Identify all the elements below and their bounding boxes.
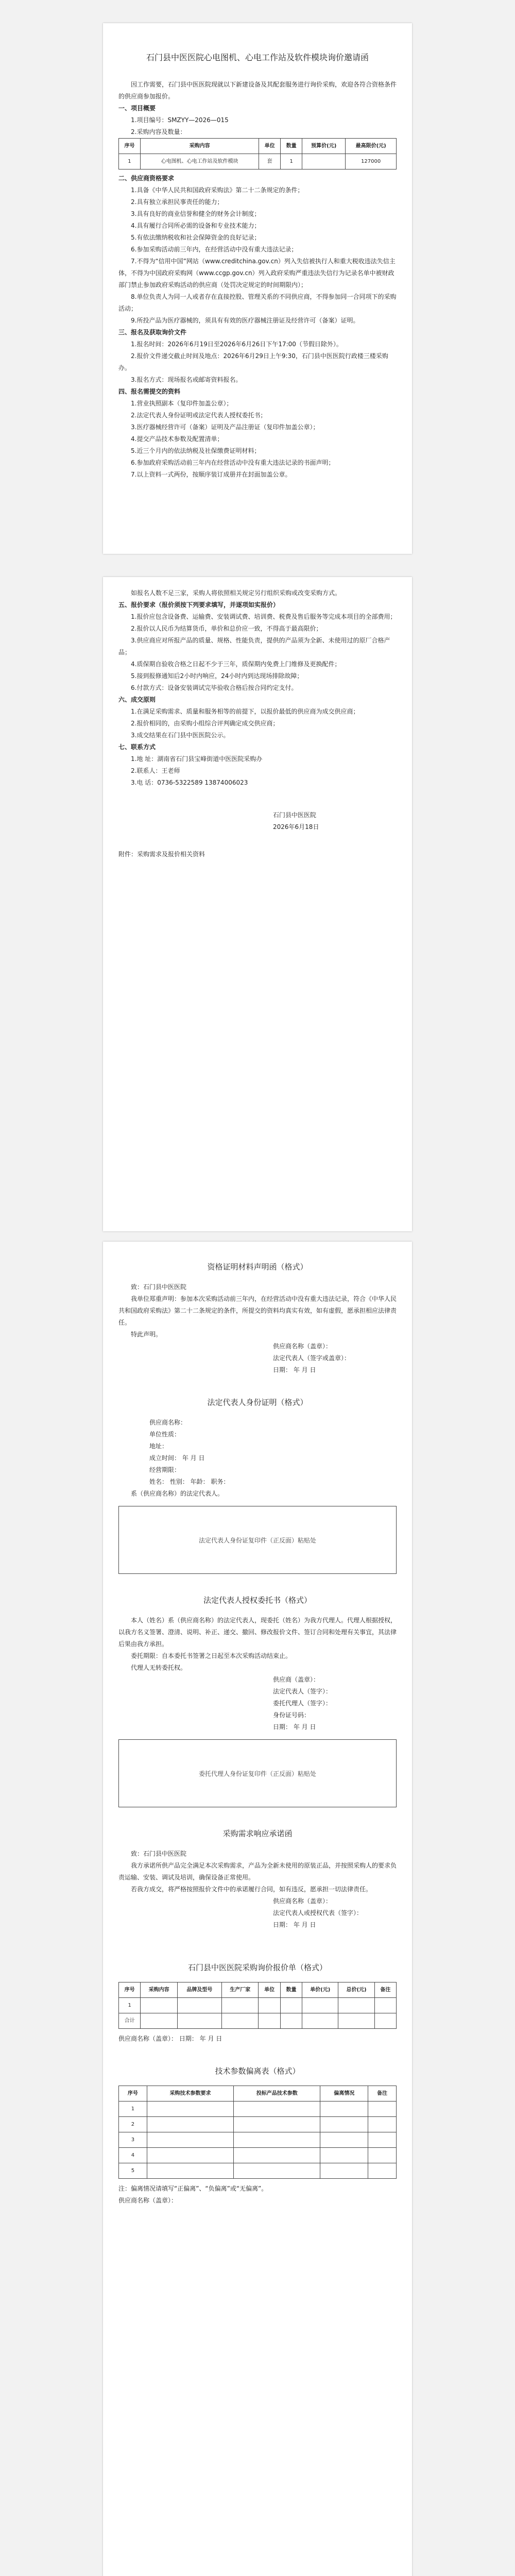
table-cell — [259, 1998, 280, 2013]
table-cell — [368, 2163, 397, 2179]
response-paragraph: 我方承诺所供产品完全满足本次采购需求，产品为全新未使用的原装正品，并按照采购人的要求负责运输、安装、调试及培训，确保设备正常使用。 — [118, 1862, 397, 1881]
table-row — [119, 1998, 397, 2013]
auth-sign-line: 身份证号码： — [273, 1711, 311, 1719]
auth-sign-line: 委托代理人（签字）： — [273, 1700, 332, 1707]
section-heading: 一、项目概要 — [118, 105, 156, 112]
id-note: 系（供应商名称）的法定代表人。 — [131, 1490, 224, 1497]
table-cell — [221, 1998, 259, 2013]
attachment-line: 附件：采购需求及报价相关资料 — [118, 851, 205, 858]
table-cell — [302, 1998, 338, 2013]
contact-item: 3.电 话：0736-5322589 13874006023 — [131, 779, 248, 786]
response-paragraph: 若我方成交，将严格按照报价文件中的承诺履行合同，如有违反，愿承担一切法律责任。 — [131, 1886, 372, 1893]
table-cell — [147, 2132, 233, 2148]
table-header-cell: 偏离情况 — [320, 2086, 368, 2102]
table-cell: 1 — [119, 2102, 147, 2117]
tech-title: 技术参数偏离表（格式） — [215, 2066, 300, 2076]
qualification-item: 1.具备《中华人民共和国政府采购法》第二十二条规定的条件； — [131, 187, 304, 194]
auth-sign-line: 供应商（盖章）： — [273, 1676, 320, 1683]
table-header-cell: 备注 — [374, 1982, 396, 1998]
document-page-1 — [103, 23, 412, 554]
required-doc-item: 3.医疗器械经营许可（备案）证明及产品注册证（复印件加盖公章）； — [131, 423, 319, 431]
section-heading: 二、供应商资格要求 — [118, 175, 175, 182]
section-heading: 六、成交原则 — [118, 696, 156, 703]
table-row — [119, 2102, 397, 2117]
table-row — [119, 2148, 397, 2163]
table-row — [119, 2013, 397, 2029]
table-cell — [374, 2013, 396, 2029]
table-cell — [234, 2132, 320, 2148]
qualification-item: 4.具有履行合同所必需的设备和专业技术能力； — [131, 222, 261, 229]
auth-photo-box — [118, 1739, 397, 1807]
response-signature — [118, 1895, 397, 1931]
table-cell: 3 — [119, 2132, 147, 2148]
table-cell: 127000 — [346, 154, 397, 170]
contact-item: 1.地 址：湖南省石门县宝峰街道中医医院采购办 — [131, 755, 263, 762]
document-page-3 — [103, 1242, 412, 2576]
response-title: 采购需求响应承诺函 — [222, 1829, 293, 1838]
pricing-item: 4.质保期自验收合格之日起不少于三年，质保期内免费上门维修及更换配件； — [131, 660, 341, 668]
response-paragraph: 致：石门县中医医院 — [131, 1850, 187, 1857]
cert-body — [118, 1281, 397, 1341]
table-cell: 1 — [119, 154, 141, 170]
pricing-item: 6.付款方式：设备安装调试完毕验收合格后按合同约定支付。 — [131, 684, 298, 691]
table-cell — [368, 2132, 397, 2148]
id-form-line: 姓名： 性别： 年龄： 职务： — [149, 1478, 230, 1485]
auth-title: 法定代表人授权委托书（格式） — [203, 1596, 312, 1605]
table-cell — [368, 2102, 397, 2117]
pricing-item: 5.接到报修通知后2小时内响应，24小时内到达现场排除故障； — [131, 672, 303, 680]
table-cell — [234, 2148, 320, 2163]
qualification-item: 6.参加采购活动前三年内，在经营活动中没有重大违法记录； — [131, 246, 298, 253]
document-title: 石门县中医医院心电图机、心电工作站及软件模块询价邀请函 — [146, 53, 369, 62]
id-form — [118, 1417, 397, 1488]
required-doc-item: 1.营业执照副本（复印件加盖公章）； — [131, 400, 233, 407]
section-heading: 四、报名需提交的资料 — [118, 388, 181, 395]
table-row — [119, 2132, 397, 2148]
table-header-cell: 品牌及型号 — [177, 1982, 221, 1998]
table-cell — [280, 2013, 302, 2029]
pricing-list — [118, 611, 397, 694]
intro-paragraph: 因工作需要，石门县中医医院现就以下新建设备及其配套服务进行询价采购，欢迎各符合资格条件的供应商参加报价。 — [118, 81, 397, 100]
table-header-cell: 备注 — [368, 2086, 397, 2102]
quote-table — [118, 1982, 397, 2029]
required-doc-item: 4.提交产品技术参数及配置清单； — [131, 435, 224, 443]
table-cell — [338, 1998, 374, 2013]
id-form-line: 单位性质： — [149, 1431, 181, 1438]
table-header-cell: 单位 — [259, 1982, 280, 1998]
table-cell: 5 — [119, 2163, 147, 2179]
required-docs-list — [118, 398, 397, 481]
cert-paragraph: 致：石门县中医医院 — [131, 1283, 187, 1291]
schedule-list — [118, 338, 397, 386]
signature-org: 石门县中医医院 — [273, 811, 317, 819]
qualification-list — [118, 184, 397, 327]
qualification-item: 3.具有良好的商业信誉和健全的财务会计制度； — [131, 210, 261, 217]
table-header-cell: 采购内容 — [141, 1982, 178, 1998]
award-item: 2.报价相同的，由采购小组综合评判确定成交供应商； — [131, 720, 279, 727]
table-header-cell: 投标产品技术参数 — [234, 2086, 320, 2102]
table-cell — [368, 2148, 397, 2163]
lot-line: 2.采购内容及数量： — [131, 128, 186, 135]
required-doc-item: 7.以上资料一式两份，按顺序装订成册并在封面加盖公章。 — [131, 471, 291, 478]
signature-date: 2026年6月18日 — [273, 823, 319, 831]
response-sign-line: 日期： 年 月 日 — [273, 1921, 316, 1928]
table-cell — [221, 2013, 259, 2029]
quote-signature: 供应商名称（盖章）： 日期： 年 月 日 — [118, 2035, 222, 2042]
response-sign-line: 法定代表人或授权代表（签字）： — [273, 1909, 363, 1917]
section-heading: 三、报名及获取询价文件 — [118, 329, 187, 336]
auth-body — [118, 1615, 397, 1674]
table-cell — [338, 2013, 374, 2029]
auth-sign-line: 日期： 年 月 日 — [273, 1723, 316, 1731]
table-cell — [141, 1998, 178, 2013]
id-form-line: 地址： — [149, 1443, 168, 1450]
tech-table — [118, 2086, 397, 2179]
table-cell: 4 — [119, 2148, 147, 2163]
table-header-cell: 单价(元) — [302, 1982, 338, 1998]
qualification-item: 7.不得为“信用中国”网站（www.creditchina.gov.cn）列入失信被执行人和重大税收违法失信主体，不得为中国政府采购网（www.ccgp.gov.cn）列入政府采购严重违法失信行为记录名单中被财政部门禁止参加政府采购活动的供应商（处罚决定规定的时间期限内）； — [118, 258, 396, 289]
table-cell — [147, 2102, 233, 2117]
table-header-cell: 采购内容 — [140, 139, 259, 154]
auth-paragraph: 代理人无转委托权。 — [131, 1664, 187, 1671]
auth-paragraph: 本人（姓名）系（供应商名称）的法定代表人，现委托（姓名）为我方代理人。代理人根据授权，以我方名义签署、澄清、说明、补正、递交、撤回、修改报价文件、签订合同和处理有关事宜，其法律后果由我方承担。 — [118, 1617, 397, 1648]
tech-signature: 供应商名称（盖章）： — [118, 2197, 178, 2204]
table-header-cell: 序号 — [119, 1982, 141, 1998]
table-header-cell: 生产厂家 — [221, 1982, 259, 1998]
table-header-cell: 序号 — [119, 2086, 147, 2102]
id-form-line: 成立时间： 年 月 日 — [149, 1454, 205, 1462]
table-cell: 合计 — [119, 2013, 141, 2029]
table-cell — [141, 2013, 178, 2029]
table-cell — [368, 2117, 397, 2132]
qualification-item: 2.具有独立承担民事责任的能力； — [131, 198, 224, 206]
table-cell: 1 — [281, 154, 302, 170]
qualification-item: 8.单位负责人为同一人或者存在直接控股、管理关系的不同供应商，不得参加同一合同项下的采购活动； — [118, 293, 397, 312]
id-title: 法定代表人身份证明（格式） — [207, 1398, 308, 1407]
table-cell — [320, 2117, 368, 2132]
award-item: 3.成交结果在石门县中医医院公示。 — [131, 732, 230, 739]
pricing-item: 3.供应商应对所报产品的质量、规格、性能负责，提供的产品须为全新、未使用过的原厂合格产品； — [118, 637, 390, 656]
schedule-item: 2.报价文件递交截止时间及地点：2026年6月29日上午9:30，石门县中医医院行政楼三楼采购办。 — [118, 352, 388, 371]
table-cell — [147, 2148, 233, 2163]
cert-paragraph: 特此声明。 — [131, 1331, 162, 1338]
table-cell — [302, 154, 346, 170]
table-cell — [147, 2163, 233, 2179]
section-heading: 七、联系方式 — [118, 743, 156, 751]
auth-paragraph: 委托期限：自本委托书签署之日起至本次采购活动结束止。 — [131, 1652, 292, 1659]
cert-sign-line: 法定代表人（签字或盖章）： — [273, 1354, 351, 1362]
required-doc-item: 5.近三个月内的依法纳税及社保缴费证明材料； — [131, 447, 261, 454]
table-header-cell: 采购技术参数要求 — [147, 2086, 233, 2102]
cert-signature — [118, 1341, 397, 1376]
auth-signature — [118, 1674, 397, 1733]
table-cell — [234, 2163, 320, 2179]
cert-title: 资格证明材料声明函（格式） — [207, 1262, 308, 1272]
procurement-table — [118, 138, 397, 170]
table-header-cell: 最高限价(元) — [346, 139, 397, 154]
cert-sign-line: 供应商名称（盖章）： — [273, 1343, 332, 1350]
response-sign-line: 供应商名称（盖章）： — [273, 1897, 332, 1905]
table-header-cell: 数量 — [281, 139, 302, 154]
table-cell — [280, 1998, 302, 2013]
quote-title: 石门县中医医院采购询价报价单（格式） — [187, 1963, 327, 1972]
table-header-cell: 单位 — [259, 139, 281, 154]
table-cell — [177, 2013, 221, 2029]
pricing-item: 1.报价应包含设备费、运输费、安装调试费、培训费、税费及售后服务等完成本项目的全部费用； — [131, 613, 397, 620]
table-cell — [320, 2148, 368, 2163]
response-body — [118, 1848, 397, 1895]
table-cell — [374, 1998, 396, 2013]
table-cell — [320, 2132, 368, 2148]
auth-photo-label: 委托代理人身份证复印件（正反面）粘贴处 — [198, 1770, 316, 1777]
table-cell — [320, 2163, 368, 2179]
table-cell — [234, 2117, 320, 2132]
id-form-line: 经营期限： — [149, 1466, 181, 1473]
cert-paragraph: 我单位郑重声明：参加本次采购活动前三年内，在经营活动中没有重大违法记录，符合《中华人民共和国政府采购法》第二十二条规定的条件，所提交的资料均真实有效，如有虚假，愿承担相应法律责任。 — [118, 1295, 397, 1326]
qualification-item: 9.所投产品为医疗器械的，须具有有效的医疗器械注册证及经营许可（备案）证明。 — [131, 317, 359, 324]
id-photo-label: 法定代表人身份证复印件（正反面）粘贴处 — [198, 1537, 316, 1544]
table-header-cell: 总价(元) — [338, 1982, 374, 1998]
table-header-cell: 预算价(元) — [302, 139, 346, 154]
table-cell: 2 — [119, 2117, 147, 2132]
table-row — [119, 2163, 397, 2179]
tech-note: 注：偏离情况请填写“正偏离”、“负偏离”或“无偏离”。 — [118, 2185, 268, 2192]
document-page-2 — [103, 577, 412, 1231]
qualification-item: 5.有依法缴纳税收和社会保障资金的良好记录； — [131, 234, 261, 241]
table-cell: 套 — [259, 154, 281, 170]
auth-sign-line: 法定代表人（签字）： — [273, 1688, 332, 1695]
continued-paragraph: 如报名人数不足三家，采购人将依照相关规定另行组织采购或改变采购方式。 — [131, 589, 341, 597]
table-cell — [147, 2117, 233, 2132]
award-item: 1.在满足采购需求、质量和服务相等的前提下，以报价最低的供应商为成交供应商； — [131, 708, 359, 715]
required-doc-item: 2.法定代表人身份证明或法定代表人授权委托书； — [131, 412, 267, 419]
contact-list — [118, 753, 397, 789]
cert-sign-line: 日期： 年 月 日 — [273, 1366, 316, 1374]
pricing-item: 2.报价以人民币为结算货币，单价和总价应一致，不得高于最高限价； — [131, 625, 322, 632]
table-cell — [302, 2013, 338, 2029]
table-cell: 1 — [119, 1998, 141, 2013]
table-cell — [259, 2013, 280, 2029]
table-row — [119, 154, 397, 170]
table-cell: 心电图机、心电工作站及软件模块 — [140, 154, 259, 170]
table-header-cell: 序号 — [119, 139, 141, 154]
id-photo-box — [118, 1506, 397, 1574]
table-header-cell: 数量 — [280, 1982, 302, 1998]
contact-item: 2.联系人：王老师 — [131, 767, 180, 774]
table-cell — [177, 1998, 221, 2013]
table-cell — [320, 2102, 368, 2117]
table-row — [119, 2117, 397, 2132]
id-form-line: 供应商名称： — [149, 1419, 187, 1426]
table-cell — [234, 2102, 320, 2117]
schedule-item: 1.报名时间：2026年6月19日至2026年6月26日下午17:00（节假日除外）。 — [131, 341, 342, 348]
award-list — [118, 706, 397, 741]
section-heading: 五、报价要求（报价须按下列要求填写，并逐项如实报价） — [118, 601, 280, 608]
project-number: 1.项目编号：SMZYY—2026—015 — [131, 116, 229, 124]
schedule-item: 3.报名方式：现场报名或邮寄资料报名。 — [131, 376, 242, 383]
required-doc-item: 6.参加政府采购活动前三年内在经营活动中没有重大违法记录的书面声明； — [131, 459, 335, 466]
